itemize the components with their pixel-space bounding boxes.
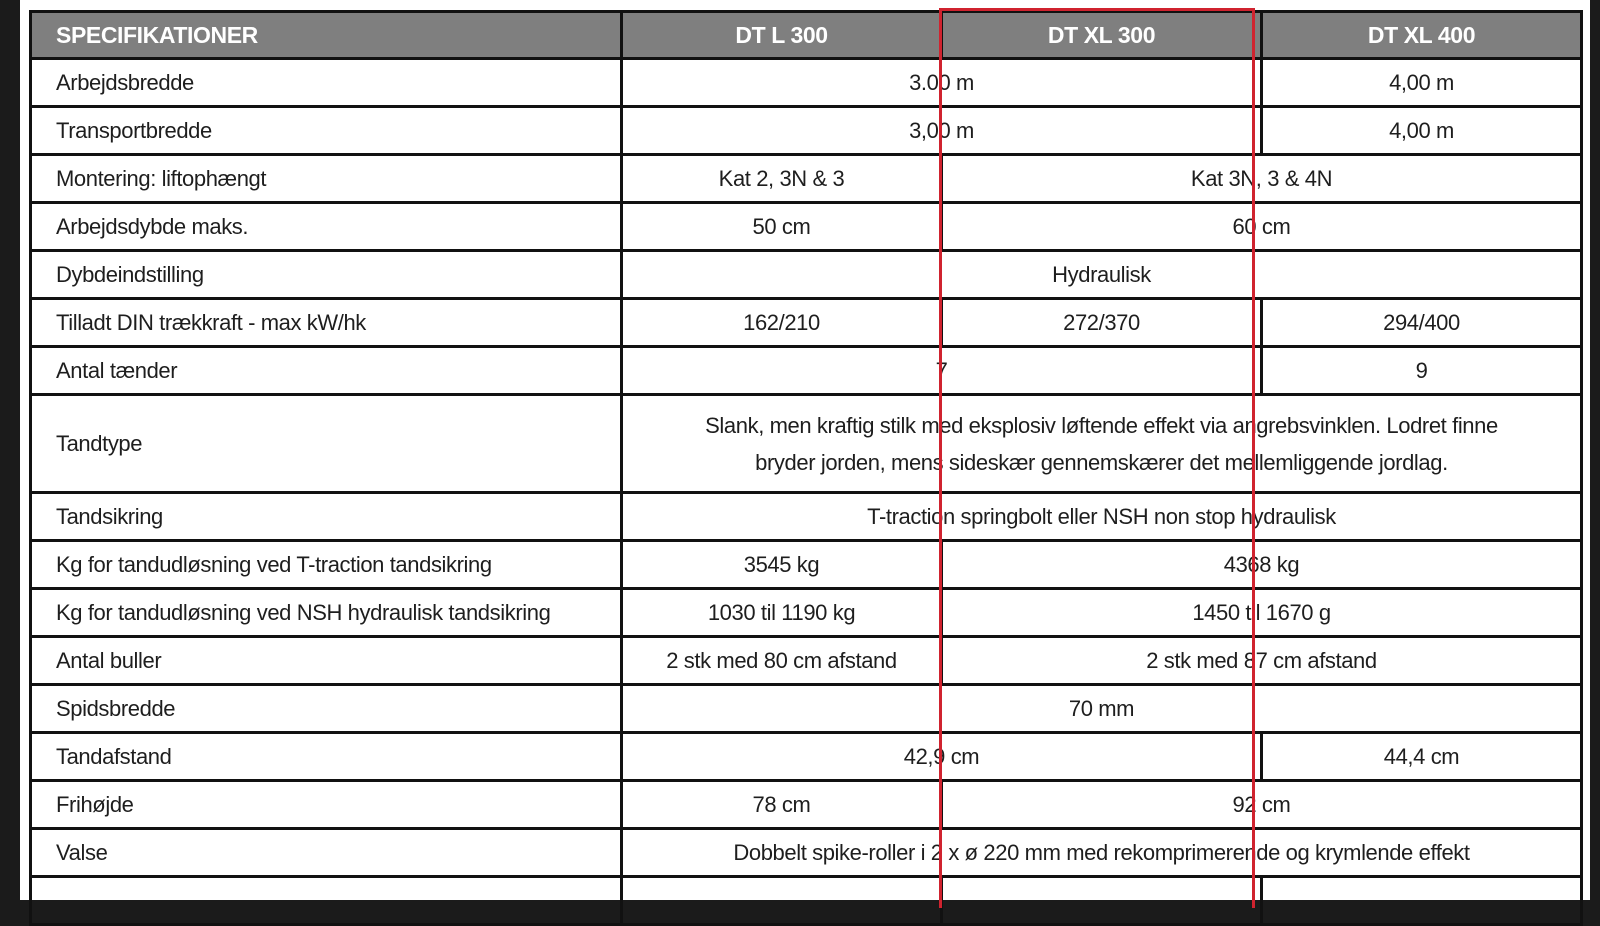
spec-value: 2 stk med 87 cm afstand bbox=[942, 637, 1582, 685]
spec-label: Tandafstand bbox=[31, 733, 622, 781]
spec-label bbox=[31, 877, 622, 925]
spec-value: Kat 2, 3N & 3 bbox=[622, 155, 942, 203]
spec-value bbox=[622, 877, 942, 925]
spec-value bbox=[1262, 877, 1582, 925]
spec-value: 2 stk med 80 cm afstand bbox=[622, 637, 942, 685]
spec-value: Dobbelt spike-roller i 2 x ø 220 mm med rekomprimerende og krymlende effekt bbox=[622, 829, 1582, 877]
spec-value: 162/210 bbox=[622, 299, 942, 347]
spec-value: 78 cm bbox=[622, 781, 942, 829]
table-row bbox=[31, 299, 1582, 347]
spec-label: Arbejdsdybde maks. bbox=[31, 203, 622, 251]
spec-label: Tilladt DIN trækkraft - max kW/hk bbox=[31, 299, 622, 347]
spec-value: 92 cm bbox=[942, 781, 1582, 829]
spec-label: Tandsikring bbox=[31, 493, 622, 541]
spec-label: Valse bbox=[31, 829, 622, 877]
spec-value: 3545 kg bbox=[622, 541, 942, 589]
spec-label: Antal tænder bbox=[31, 347, 622, 395]
spec-value: 3,00 m bbox=[622, 107, 1262, 155]
table-row bbox=[31, 107, 1582, 155]
spec-value: 7 bbox=[622, 347, 1262, 395]
table-row bbox=[31, 685, 1582, 733]
spec-value: 4368 kg bbox=[942, 541, 1582, 589]
table-row bbox=[31, 637, 1582, 685]
spec-label: Montering: liftophængt bbox=[31, 155, 622, 203]
table-row bbox=[31, 347, 1582, 395]
spec-value: 50 cm bbox=[622, 203, 942, 251]
spec-value: 60 cm bbox=[942, 203, 1582, 251]
spec-label: Transportbredde bbox=[31, 107, 622, 155]
table-row bbox=[31, 155, 1582, 203]
spec-value: 4,00 m bbox=[1262, 107, 1582, 155]
spec-value: 4,00 m bbox=[1262, 59, 1582, 107]
spec-label: Frihøjde bbox=[31, 781, 622, 829]
table-row bbox=[31, 541, 1582, 589]
spec-label: Spidsbredde bbox=[31, 685, 622, 733]
spec-label: Arbejdsbredde bbox=[31, 59, 622, 107]
spec-value: 70 mm bbox=[622, 685, 1582, 733]
table-header-row bbox=[31, 12, 1582, 59]
spec-label: Kg for tandudløsning ved NSH hydraulisk tandsikring bbox=[31, 589, 622, 637]
spec-value: 294/400 bbox=[1262, 299, 1582, 347]
spec-value bbox=[942, 877, 1262, 925]
table-row bbox=[31, 59, 1582, 107]
table-row bbox=[31, 203, 1582, 251]
spec-value: T-traction springbolt eller NSH non stop hydraulisk bbox=[622, 493, 1582, 541]
spec-value: 1030 til 1190 kg bbox=[622, 589, 942, 637]
table-row bbox=[31, 733, 1582, 781]
header-model-dt-xl-400: DT XL 400 bbox=[1262, 12, 1582, 59]
spec-value: 272/370 bbox=[942, 299, 1262, 347]
spec-value: 3.00 m bbox=[622, 59, 1262, 107]
table-row-partial bbox=[31, 877, 1582, 925]
table-row bbox=[31, 829, 1582, 877]
spec-table bbox=[29, 10, 1583, 926]
spec-label: Antal buller bbox=[31, 637, 622, 685]
header-model-dt-xl-300: DT XL 300 bbox=[942, 12, 1262, 59]
header-model-dt-l-300: DT L 300 bbox=[622, 12, 942, 59]
table-row bbox=[31, 781, 1582, 829]
header-specifications: SPECIFIKATIONER bbox=[31, 12, 622, 59]
spec-value: Slank, men kraftig stilk med eksplosiv løftende effekt via angrebsvinklen. Lodret finne bryder jorden, mens sideskær gennemskærer det mellemliggende jordlag. bbox=[622, 395, 1582, 493]
spec-label: Dybdeindstilling bbox=[31, 251, 622, 299]
table-row bbox=[31, 589, 1582, 637]
spec-value: 9 bbox=[1262, 347, 1582, 395]
spec-value: 1450 til 1670 g bbox=[942, 589, 1582, 637]
spec-value: Kat 3N, 3 & 4N bbox=[942, 155, 1582, 203]
spec-value: Hydraulisk bbox=[622, 251, 1582, 299]
table-row bbox=[31, 493, 1582, 541]
spec-label: Tandtype bbox=[31, 395, 622, 493]
spec-value: 44,4 cm bbox=[1262, 733, 1582, 781]
spec-label: Kg for tandudløsning ved T-traction tandsikring bbox=[31, 541, 622, 589]
spec-value: 42,9 cm bbox=[622, 733, 1262, 781]
table-row bbox=[31, 395, 1582, 493]
table-row bbox=[31, 251, 1582, 299]
